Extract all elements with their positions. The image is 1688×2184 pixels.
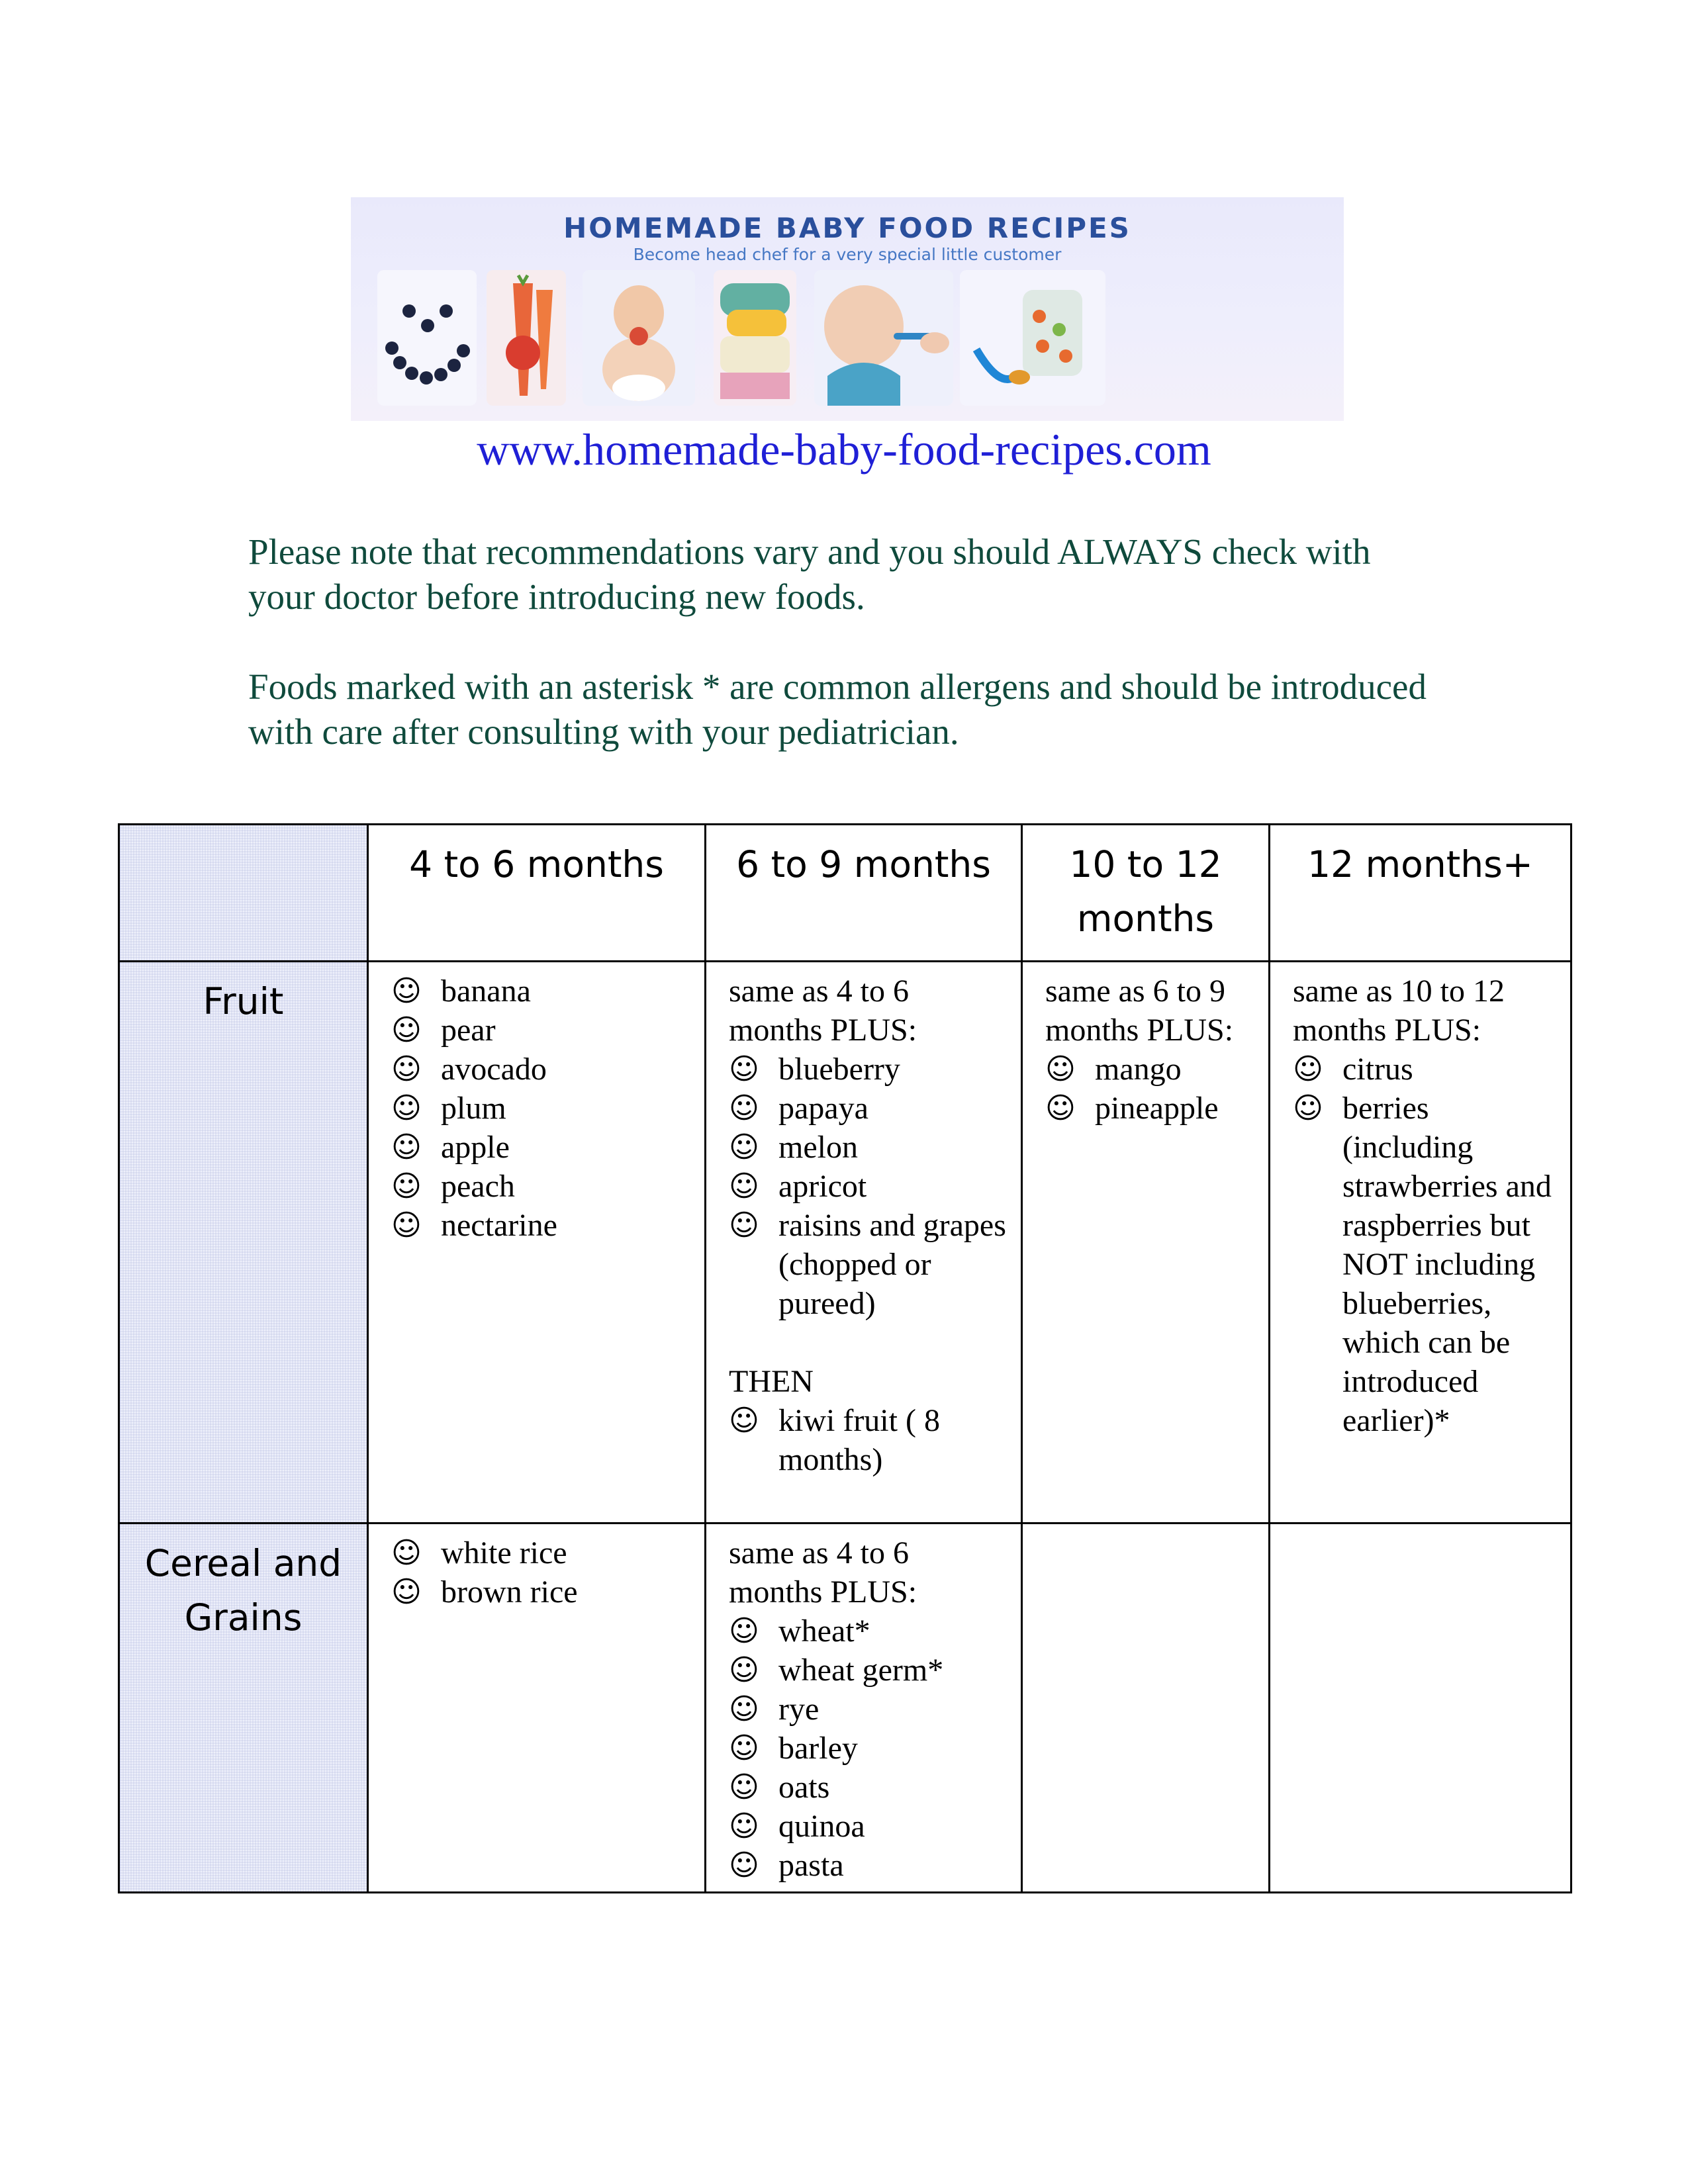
smiley-icon: ☺ bbox=[391, 1130, 422, 1164]
cell-intro: same as 6 to 9 months PLUS: bbox=[1045, 974, 1234, 1048]
doctor-note: Please note that recommendations vary and you should ALWAYS check with your doctor before introducing new foods. bbox=[248, 531, 1371, 617]
smiley-icon: ☺ bbox=[391, 1208, 422, 1242]
smiley-icon: ☺ bbox=[1293, 1091, 1323, 1125]
food-list bbox=[391, 1533, 691, 1612]
food-name: nectarine bbox=[441, 1208, 557, 1243]
food-item bbox=[729, 1846, 1008, 1885]
smiley-icon: ☺ bbox=[729, 1848, 759, 1882]
smiley-icon: ☺ bbox=[729, 1130, 759, 1164]
blueberry-smiley-photo bbox=[377, 270, 477, 406]
table-header-row bbox=[119, 825, 1571, 962]
food-cell bbox=[368, 962, 706, 1524]
food-cell bbox=[1022, 962, 1270, 1524]
food-name: oats bbox=[778, 1770, 830, 1805]
food-item bbox=[391, 1011, 691, 1050]
smiley-icon: ☺ bbox=[729, 1169, 759, 1203]
food-name: banana bbox=[441, 974, 531, 1009]
smiley-icon: ☺ bbox=[729, 1731, 759, 1765]
banner-title: HOMEMADE BABY FOOD RECIPES bbox=[563, 212, 1131, 244]
food-item bbox=[729, 1690, 1008, 1729]
food-name: mango bbox=[1095, 1052, 1182, 1087]
food-item bbox=[729, 1167, 1008, 1206]
food-cell bbox=[368, 1524, 706, 1893]
food-item bbox=[391, 1206, 691, 1245]
smiley-icon: ☺ bbox=[729, 1653, 759, 1687]
food-item bbox=[729, 1612, 1008, 1651]
header-corner-cell bbox=[119, 825, 368, 962]
column-header: 12 months+ bbox=[1270, 825, 1571, 962]
food-cell bbox=[706, 1524, 1022, 1893]
food-item bbox=[391, 1128, 691, 1167]
smiley-icon: ☺ bbox=[391, 974, 422, 1008]
food-item bbox=[1293, 1050, 1557, 1089]
food-cell bbox=[1022, 1524, 1270, 1893]
food-item bbox=[729, 1401, 1008, 1479]
smiley-icon: ☺ bbox=[1045, 1052, 1076, 1086]
food-list bbox=[729, 1401, 1008, 1479]
food-item bbox=[1045, 1089, 1255, 1128]
food-item bbox=[729, 1729, 1008, 1768]
food-item bbox=[391, 1572, 691, 1612]
food-cell bbox=[1270, 1524, 1571, 1893]
food-item bbox=[391, 1089, 691, 1128]
food-name: pear bbox=[441, 1013, 496, 1048]
food-name: quinoa bbox=[778, 1809, 865, 1844]
column-header: 10 to 12 months bbox=[1022, 825, 1270, 962]
food-name: apricot bbox=[778, 1169, 867, 1204]
smiley-icon: ☺ bbox=[729, 1208, 759, 1242]
column-header: 4 to 6 months bbox=[368, 825, 706, 962]
row-header: Cereal and Grains bbox=[119, 1524, 368, 1893]
smiley-icon: ☺ bbox=[729, 1809, 759, 1843]
baby-spoon-photo bbox=[814, 270, 953, 406]
site-banner bbox=[351, 197, 1344, 421]
spoons-photo bbox=[714, 270, 796, 406]
food-item bbox=[391, 1167, 691, 1206]
food-name: avocado bbox=[441, 1052, 547, 1087]
food-name: apple bbox=[441, 1130, 510, 1165]
food-name: melon bbox=[778, 1130, 858, 1165]
food-list bbox=[1045, 1050, 1255, 1128]
food-name: plum bbox=[441, 1091, 506, 1126]
column-header: 6 to 9 months bbox=[706, 825, 1022, 962]
smiley-icon: ☺ bbox=[391, 1013, 422, 1047]
food-item bbox=[391, 1533, 691, 1572]
baby-food-jar-photo bbox=[960, 270, 1105, 406]
food-list bbox=[729, 1050, 1008, 1323]
baby-eating-photo bbox=[583, 270, 695, 406]
allergen-note: Foods marked with an asterisk * are common allergens and should be introduced with care after consulting with your pediatrician. bbox=[248, 666, 1427, 752]
table-row bbox=[119, 1524, 1571, 1893]
food-list bbox=[391, 972, 691, 1245]
smiley-icon: ☺ bbox=[1293, 1052, 1323, 1086]
smiley-icon: ☺ bbox=[729, 1404, 759, 1437]
food-item bbox=[729, 1089, 1008, 1128]
smiley-icon: ☺ bbox=[391, 1052, 422, 1086]
food-introduction-table bbox=[118, 823, 1572, 1893]
smiley-icon: ☺ bbox=[729, 1091, 759, 1125]
food-name: raisins and grapes (chopped or pureed) bbox=[778, 1208, 1006, 1321]
food-name: pasta bbox=[778, 1848, 844, 1883]
food-name: white rice bbox=[441, 1535, 567, 1570]
smiley-icon: ☺ bbox=[391, 1536, 422, 1570]
food-item bbox=[1293, 1089, 1557, 1440]
food-name: rye bbox=[778, 1692, 820, 1727]
banner-subtitle: Become head chef for a very special little customer bbox=[633, 245, 1062, 264]
food-item bbox=[729, 1807, 1008, 1846]
food-name: kiwi fruit ( 8 months) bbox=[778, 1403, 940, 1477]
food-item bbox=[729, 1050, 1008, 1089]
cell-intro: same as 4 to 6 months PLUS: bbox=[729, 1535, 917, 1610]
food-name: pineapple bbox=[1095, 1091, 1219, 1126]
food-name: papaya bbox=[778, 1091, 868, 1126]
food-list bbox=[1293, 1050, 1557, 1440]
smiley-icon: ☺ bbox=[391, 1169, 422, 1203]
food-name: peach bbox=[441, 1169, 515, 1204]
smiley-icon: ☺ bbox=[391, 1091, 422, 1125]
food-item bbox=[391, 972, 691, 1011]
row-header: Fruit bbox=[119, 962, 368, 1524]
food-item bbox=[729, 1206, 1008, 1323]
site-url-link[interactable]: www.homemade-baby-food-recipes.com bbox=[477, 424, 1211, 475]
food-name: berries (including strawberries and raspberries but NOT including blueberries, which can be introduced earlier)* bbox=[1342, 1091, 1552, 1438]
smiley-icon: ☺ bbox=[1045, 1091, 1076, 1125]
smiley-icon: ☺ bbox=[729, 1692, 759, 1726]
smiley-icon: ☺ bbox=[729, 1770, 759, 1804]
cell-intro: same as 10 to 12 months PLUS: bbox=[1293, 974, 1505, 1048]
then-label: THEN bbox=[729, 1364, 814, 1399]
food-item bbox=[1045, 1050, 1255, 1089]
food-list bbox=[729, 1612, 1008, 1885]
food-item bbox=[391, 1050, 691, 1089]
carrots-photo bbox=[487, 270, 566, 406]
food-name: blueberry bbox=[778, 1052, 900, 1087]
smiley-icon: ☺ bbox=[391, 1575, 422, 1609]
food-name: brown rice bbox=[441, 1574, 578, 1610]
food-item bbox=[729, 1768, 1008, 1807]
food-name: wheat* bbox=[778, 1614, 870, 1649]
smiley-icon: ☺ bbox=[729, 1614, 759, 1648]
table-row bbox=[119, 962, 1571, 1524]
food-name: barley bbox=[778, 1731, 858, 1766]
food-name: citrus bbox=[1342, 1052, 1413, 1087]
food-item bbox=[729, 1651, 1008, 1690]
food-item bbox=[729, 1128, 1008, 1167]
food-cell bbox=[706, 962, 1022, 1524]
food-name: wheat germ* bbox=[778, 1653, 944, 1688]
cell-intro: same as 4 to 6 months PLUS: bbox=[729, 974, 917, 1048]
food-cell bbox=[1270, 962, 1571, 1524]
smiley-icon: ☺ bbox=[729, 1052, 759, 1086]
